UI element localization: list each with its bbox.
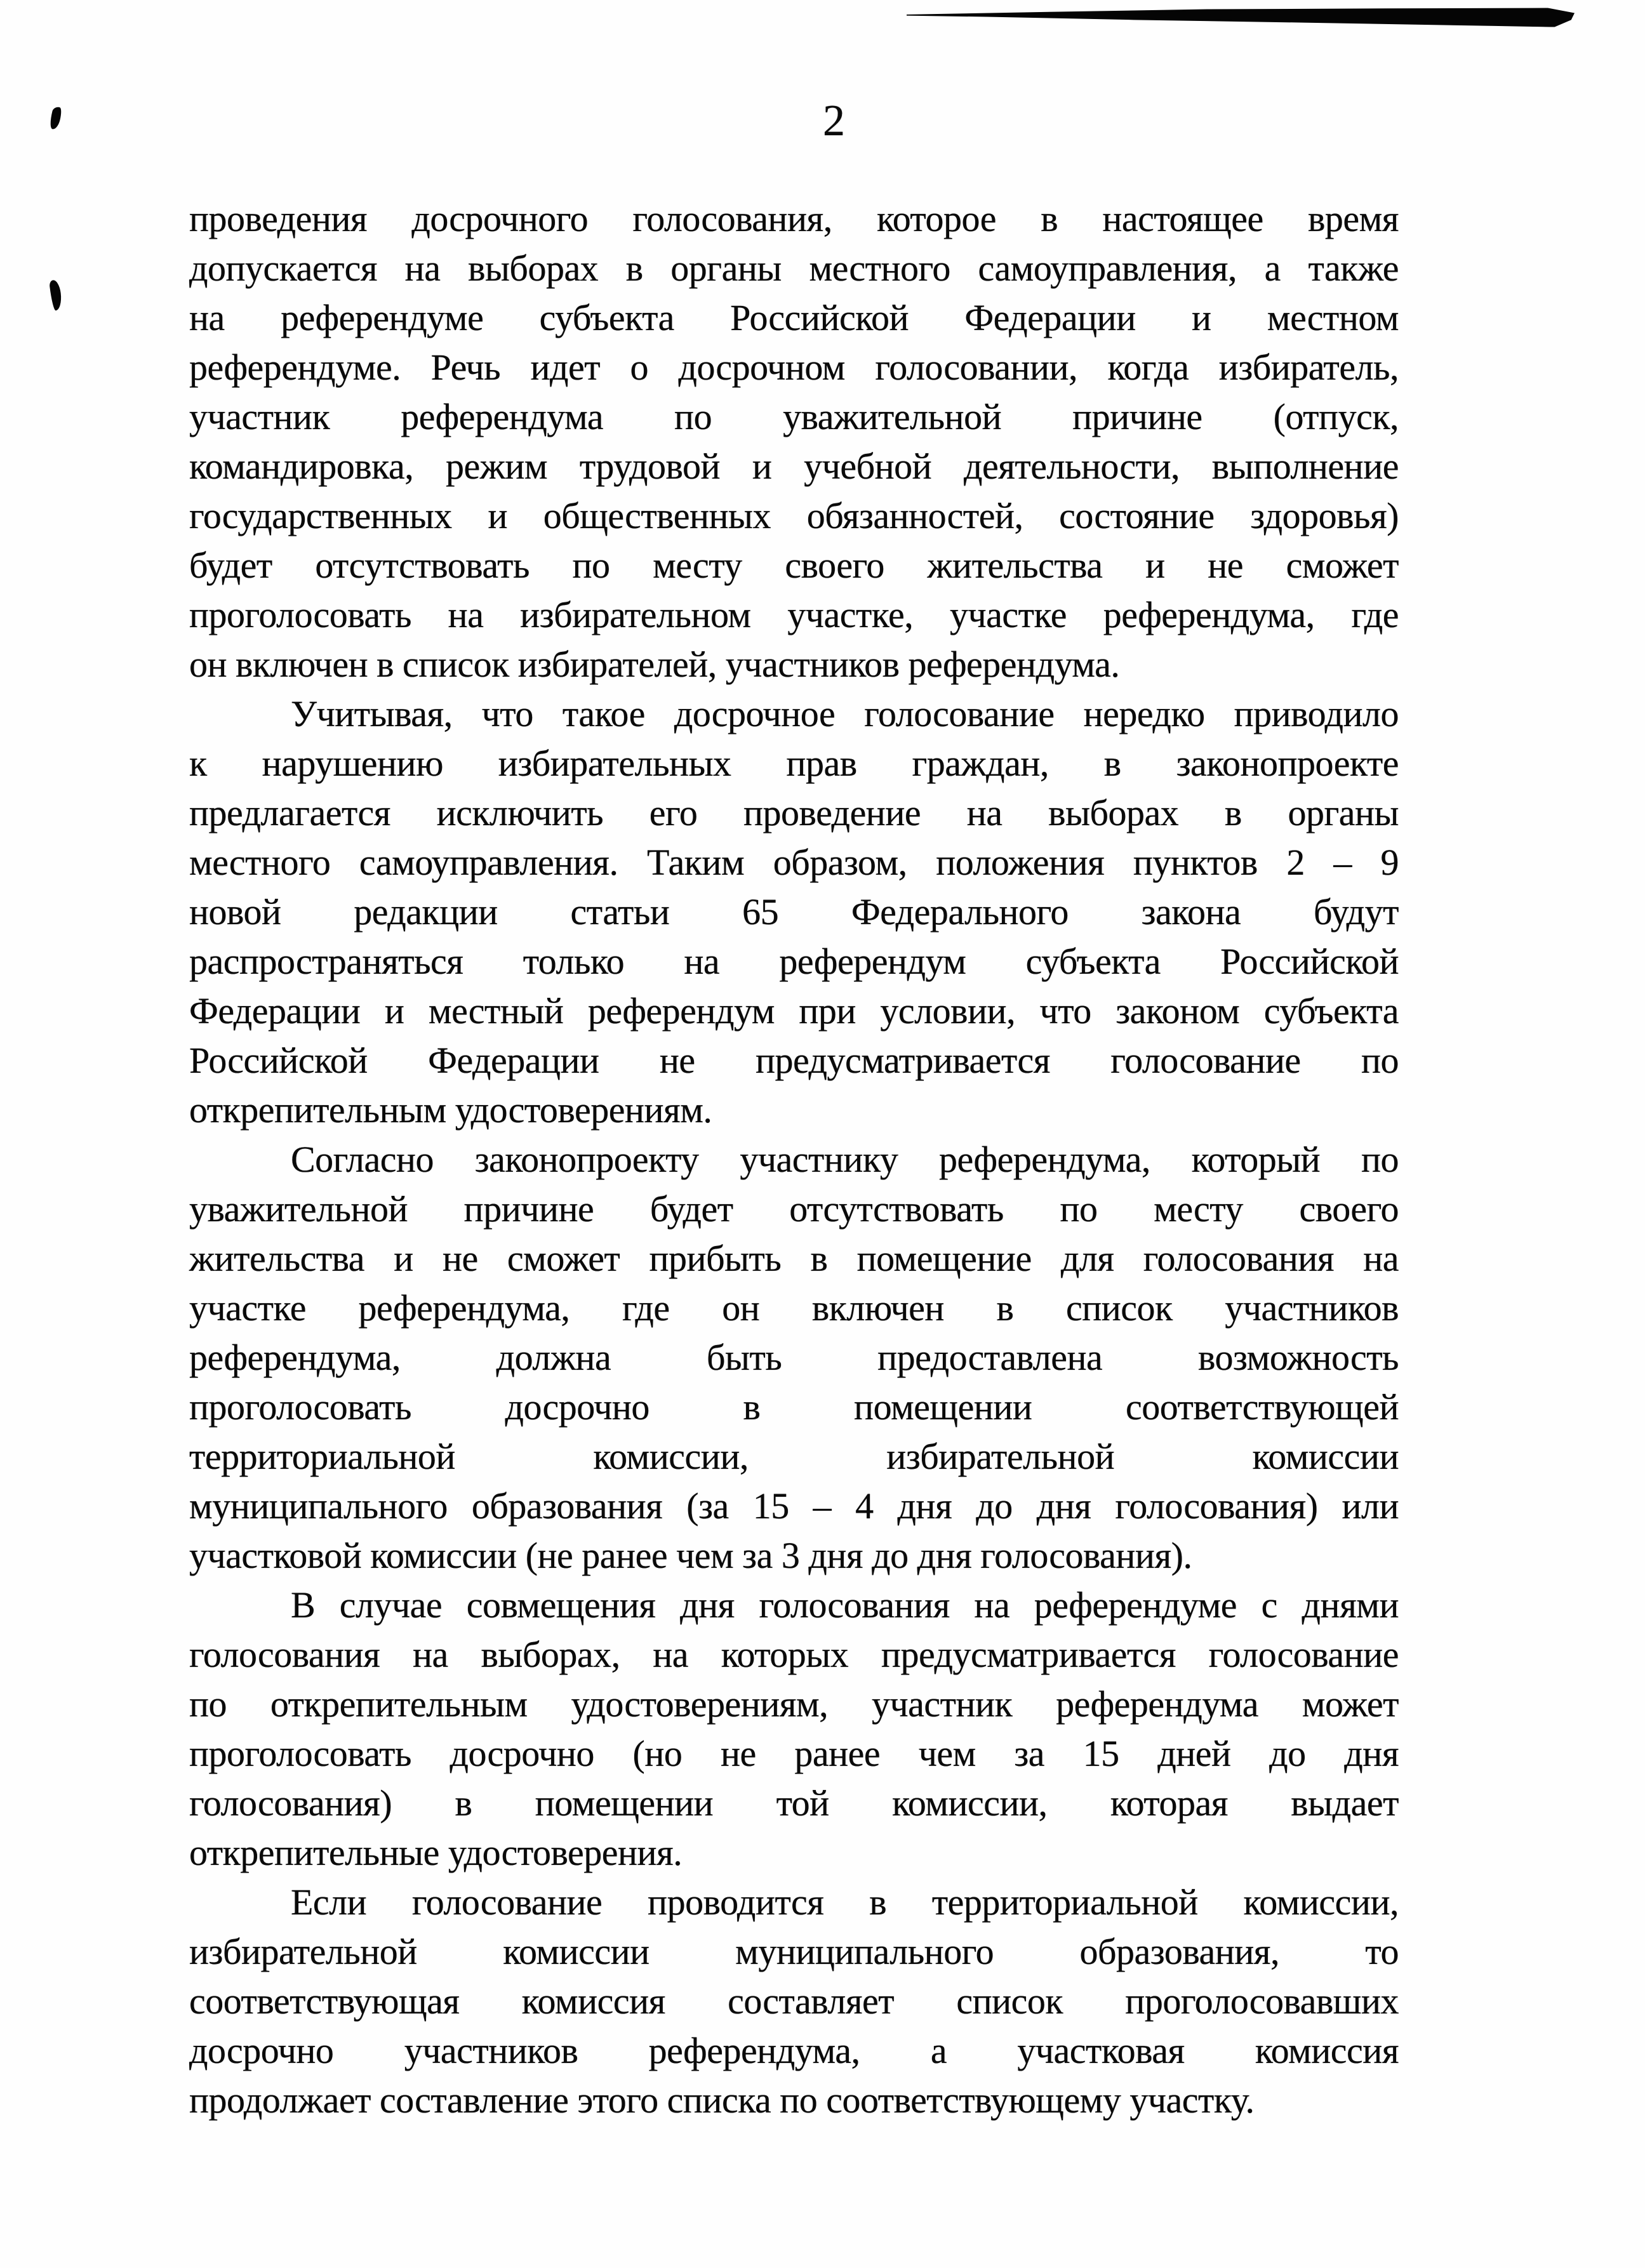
text-line: на референдуме субъекта Российской Федерации и местном <box>189 297 1399 338</box>
text-line: командировка, режим трудовой и учебной деятельности, выполнение <box>189 446 1399 487</box>
page-number: 2 <box>823 96 845 145</box>
ink-mark <box>48 106 63 131</box>
text-line: к нарушению избирательных прав граждан, в законопроекте <box>189 743 1399 784</box>
scan-streak-artifact <box>907 4 1575 27</box>
text-line: открепительные удостоверения. <box>189 1832 683 1873</box>
text-line: референдуме. Речь идет о досрочном голосовании, когда избиратель, <box>189 347 1399 388</box>
text-line: уважительной причине будет отсутствовать по месту своего <box>189 1188 1399 1230</box>
text-line: проведения досрочного голосования, которое в настоящее время <box>189 198 1399 239</box>
text-line: досрочно участников референдума, а участковая комиссия <box>189 2030 1399 2071</box>
paragraph <box>189 689 1399 1135</box>
text-line: новой редакции статьи 65 Федерального закона будут <box>189 891 1399 932</box>
text-line: по открепительным удостоверениям, участник референдума может <box>189 1683 1399 1725</box>
text-line: допускается на выборах в органы местного самоуправления, а также <box>189 248 1399 289</box>
text-line: Если голосование проводится в территориальной комиссии, <box>291 1881 1399 1923</box>
text-line: проголосовать на избирательном участке, участке референдума, где <box>189 594 1399 635</box>
text-line: муниципального образования (за 15 – 4 дня до дня голосования) или <box>189 1485 1399 1527</box>
text-line: Федерации и местный референдум при условии, что законом субъекта <box>189 990 1399 1031</box>
text-line: участковой комиссии (не ранее чем за 3 дня до дня голосования). <box>189 1535 1192 1576</box>
text-line: Российской Федерации не предусматривается голосование по <box>189 1040 1399 1081</box>
text-line: голосования на выборах, на которых предусматривается голосование <box>189 1634 1399 1675</box>
text-line: соответствующая комиссия составляет список проголосовавших <box>189 1980 1399 2022</box>
text-line: голосования) в помещении той комиссии, которая выдает <box>189 1782 1399 1824</box>
text-line: территориальной комиссии, избирательной комиссии <box>189 1436 1399 1477</box>
text-line: референдума, должна быть предоставлена возможность <box>189 1337 1399 1378</box>
text-line: государственных и общественных обязанностей, состояние здоровья) <box>189 495 1399 536</box>
text-line: Учитывая, что такое досрочное голосование нередко приводило <box>291 693 1399 734</box>
text-line: жительства и не сможет прибыть в помещение для голосования на <box>189 1238 1399 1279</box>
paragraph <box>189 1878 1399 2125</box>
text-line: распространяться только на референдум субъекта Российской <box>189 941 1399 982</box>
text-block <box>189 194 1399 2125</box>
text-line: местного самоуправления. Таким образом, положения пунктов 2 – 9 <box>189 842 1399 883</box>
text-line: продолжает составление этого списка по соответствующему участку. <box>189 2079 1255 2121</box>
text-line: проголосовать досрочно в помещении соответствующей <box>189 1386 1399 1428</box>
text-line: В случае совмещения дня голосования на референдуме с днями <box>291 1584 1399 1626</box>
paragraph <box>189 1581 1399 1878</box>
text-line: участке референдума, где он включен в список участников <box>189 1287 1399 1329</box>
paragraph <box>189 194 1399 689</box>
text-line: Согласно законопроекту участнику референдума, который по <box>291 1139 1399 1180</box>
text-line: предлагается исключить его проведение на выборах в органы <box>189 792 1399 833</box>
text-line: открепительным удостоверениям. <box>189 1089 712 1131</box>
paragraph <box>189 1135 1399 1581</box>
ink-mark <box>49 279 63 311</box>
text-line: участник референдума по уважительной причине (отпуск, <box>189 396 1399 437</box>
text-line: избирательной комиссии муниципального образования, то <box>189 1931 1399 1972</box>
text-line: он включен в список избирателей, участников референдума. <box>189 644 1120 685</box>
text-line: будет отсутствовать по месту своего жительства и не сможет <box>189 545 1399 586</box>
text-line: проголосовать досрочно (но не ранее чем за 15 дней до дня <box>189 1733 1399 1774</box>
